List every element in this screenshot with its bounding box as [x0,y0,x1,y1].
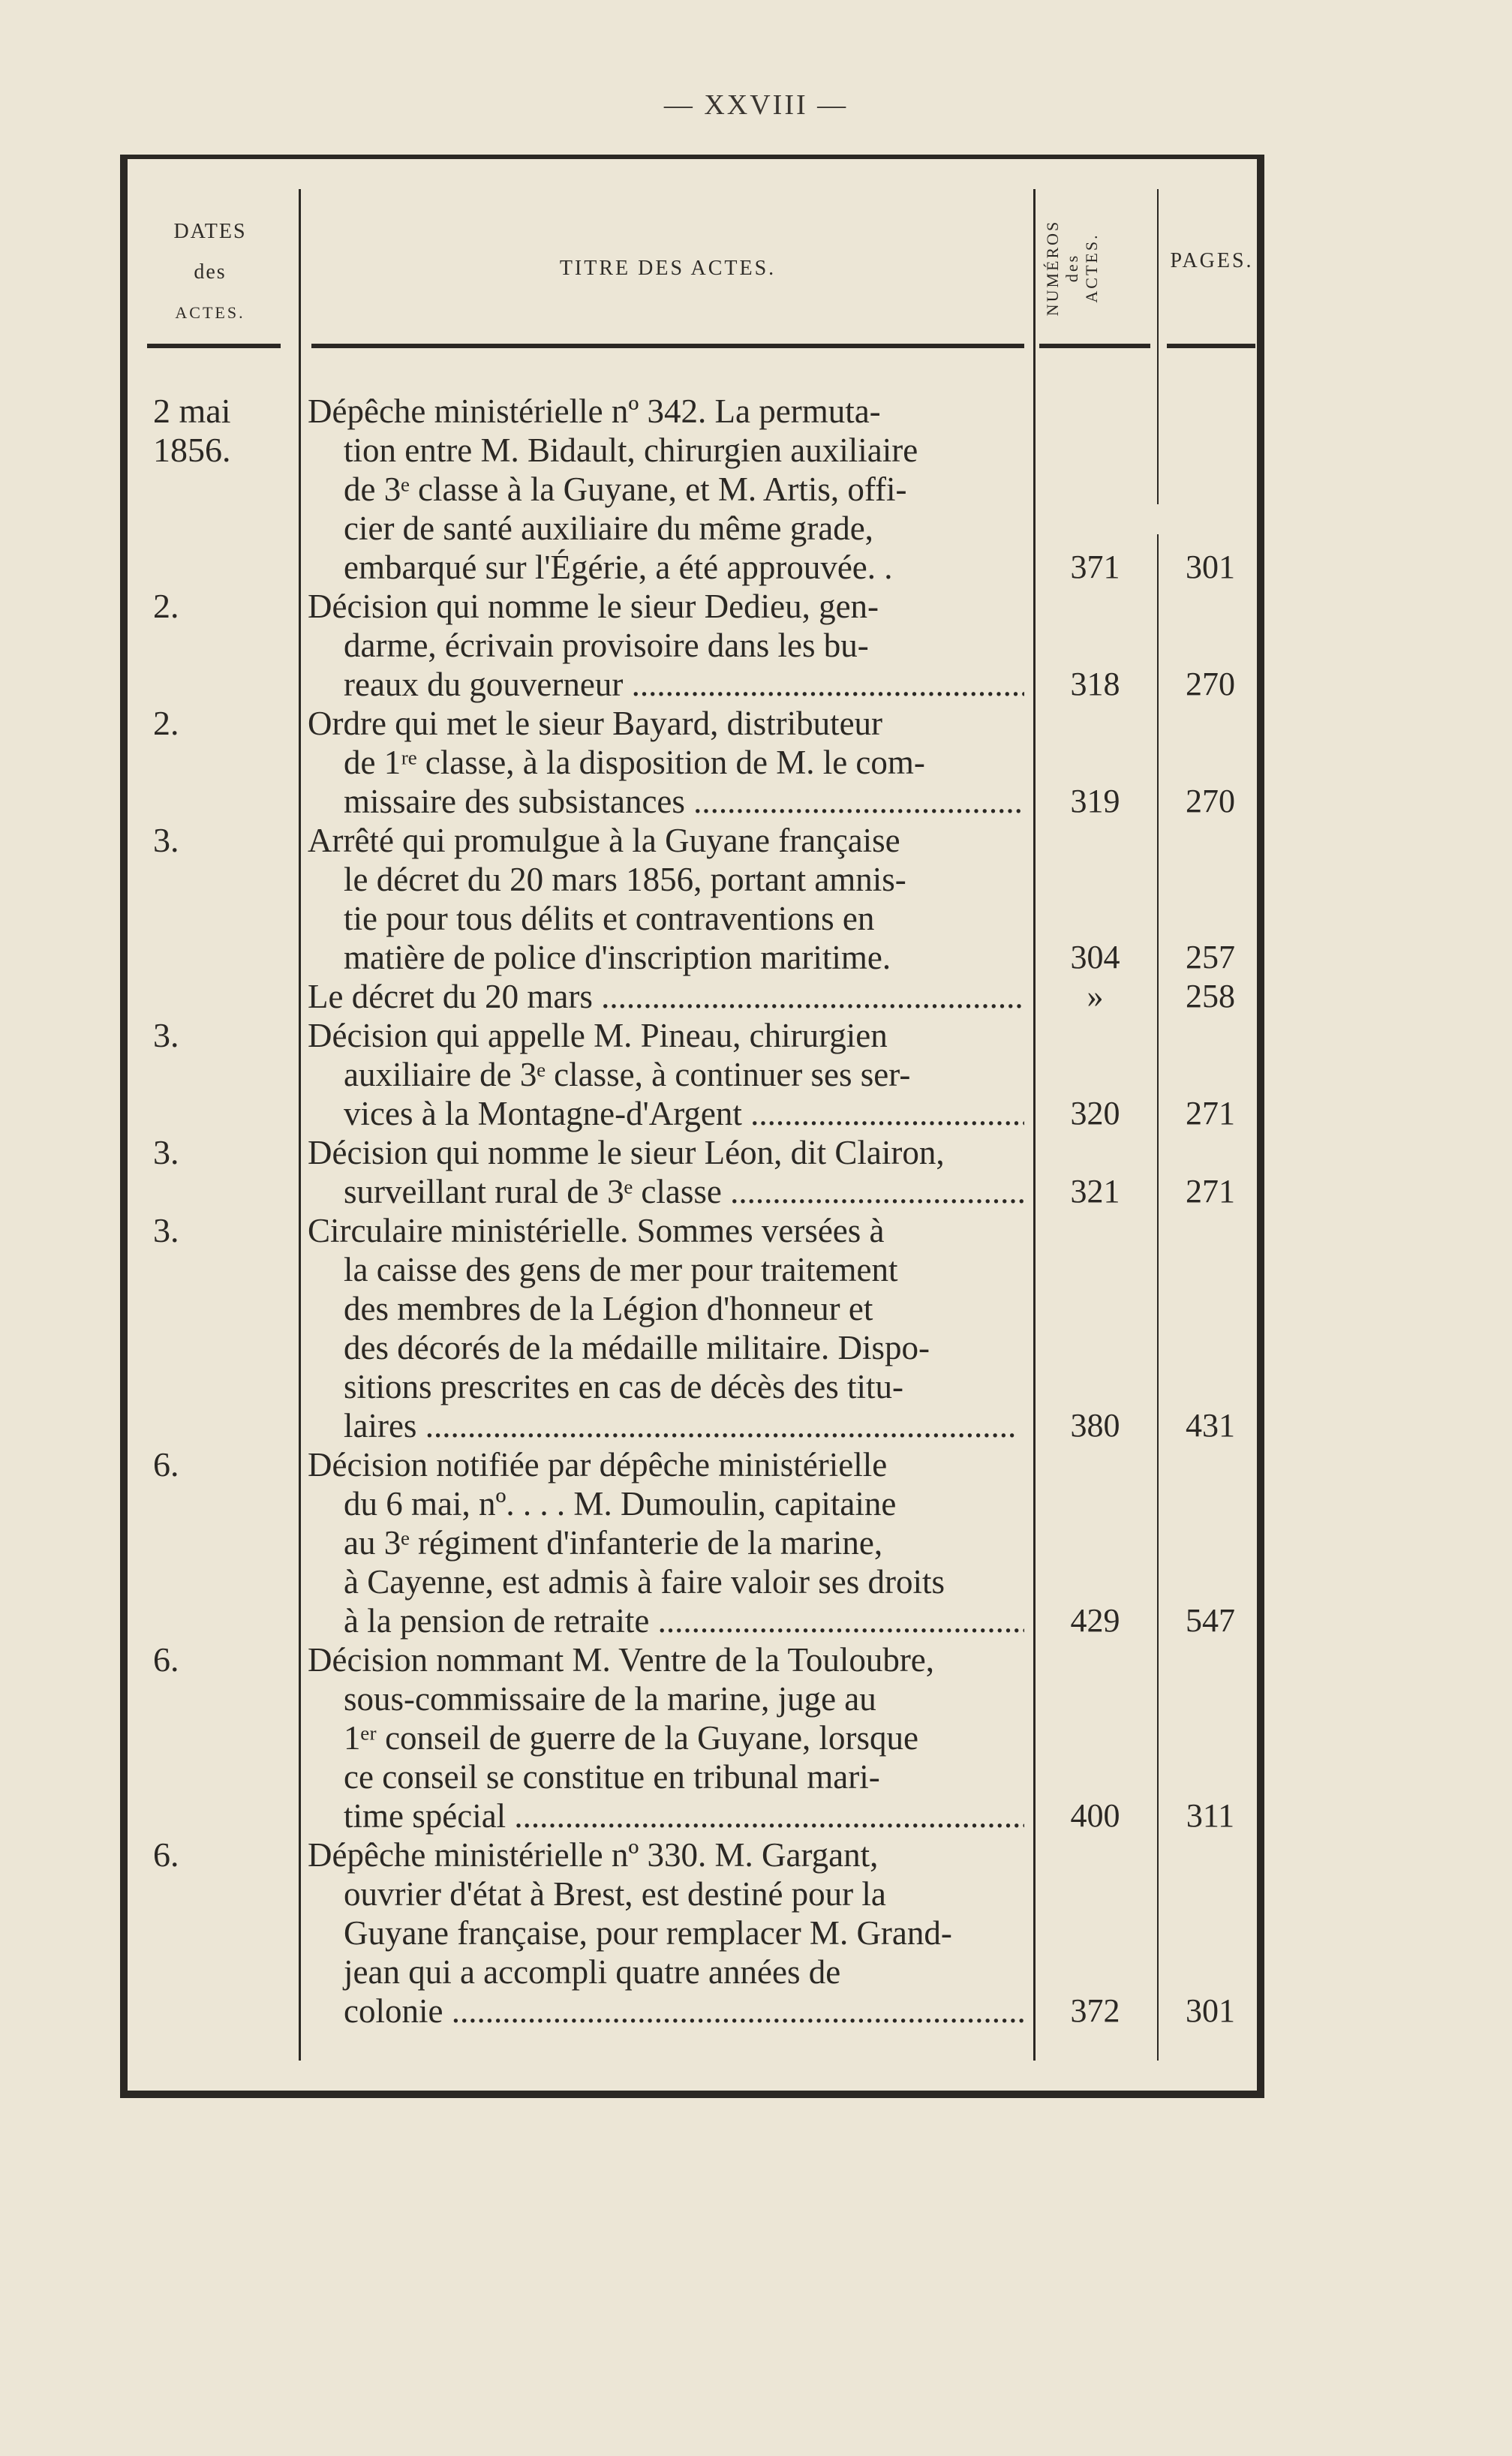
act-title [308,1016,1024,1133]
act-number: 319 [1070,783,1120,819]
act-page: 311 [1186,1797,1235,1834]
act-date-line: 1856. [153,431,231,469]
act-title-line: du 6 mai, nº. . . . M. Dumoulin, capitaine [344,1485,897,1523]
act-date-line: 3. [153,1211,179,1249]
act-title-line: Guyane française, pour remplacer M. Grand- [344,1914,952,1952]
act-number: 320 [1070,1095,1120,1132]
act-date-line: 2 mai [153,392,231,430]
act-title-line: tion entre M. Bidault, chirurgien auxiliaire [344,431,918,469]
act-number: 400 [1070,1797,1120,1834]
table-row [128,1133,1257,1211]
act-date [153,1016,288,1055]
header-dates-line3: ACTES. [175,303,245,322]
table-row [128,1445,1257,1640]
act-title [308,1133,1024,1211]
table-row [128,392,1257,587]
act-page: 257 [1186,939,1235,975]
act-page: 271 [1186,1173,1235,1210]
act-number: 429 [1070,1602,1120,1639]
header-dates [143,212,278,333]
act-title-line: jean qui a accompli quatre années de [344,1953,841,1991]
act-page: 258 [1186,978,1235,1015]
act-title-line: à Cayenne, est admis à faire valoir ses droits [344,1563,945,1601]
header-numeros [1043,212,1101,324]
header-numeros-line1: NUMÉROS [1043,219,1062,317]
act-number: 380 [1070,1407,1120,1444]
act-title-line: de 3ᵉ classe à la Guyane, et M. Artis, offi- [344,470,907,508]
act-title-line: des membres de la Légion d'honneur et [344,1290,873,1327]
header-pages: PAGES. [1170,249,1254,272]
act-title-line: Décision qui nomme le sieur Dedieu, gen- [308,588,879,625]
act-title-line: des décorés de la médaille militaire. Dispo- [344,1329,930,1366]
act-title-line: sitions prescrites en cas de décès des titu- [344,1368,904,1405]
table-row [128,977,1257,1016]
act-title [308,1211,1024,1445]
act-title-line: missaire des subsistances ..... [308,782,1024,821]
act-title-line: Dépêche ministérielle nº 342. La permuta- [308,392,881,430]
act-date-line: 3. [153,1016,179,1054]
act-page: 547 [1186,1602,1235,1639]
act-title-line: darme, écrivain provisoire dans les bu- [344,627,869,664]
act-title-line: Décision qui appelle M. Pineau, chirurgien [308,1017,888,1054]
act-title [308,392,1024,587]
act-date [153,704,288,743]
act-title-line: ouvrier d'état à Brest, est destiné pour la [344,1875,886,1913]
act-number: 371 [1070,549,1120,585]
act-number: 321 [1070,1173,1120,1210]
table-row [128,821,1257,977]
act-title [308,977,1024,1016]
act-number: 372 [1070,1992,1120,2029]
header-dates-line2: des [194,260,227,284]
act-title-line: colonie ..... [308,1992,1024,2031]
act-page: 301 [1186,1992,1235,2029]
header-titre: TITRE DES ACTES. [559,257,777,280]
act-title-line: Dépêche ministérielle nº 330. M. Gargant, [308,1836,879,1874]
act-date-line: 6. [153,1835,179,1874]
act-title-line: à la pension de retraite ..... [308,1601,1024,1640]
header-rule [147,344,281,348]
header-numeros-line3: ACTES. [1082,233,1101,303]
table-row [128,1211,1257,1445]
act-page: 270 [1186,666,1235,702]
act-page: 301 [1186,549,1235,585]
act-title-line: vices à la Montagne-d'Argent ..... [308,1094,1024,1133]
act-date [153,1835,288,1874]
act-title-line: Décision qui nomme le sieur Léon, dit Clairon, [308,1134,945,1171]
act-title-line: Décision nommant M. Ventre de la Touloubre, [308,1641,935,1679]
act-title-line: le décret du 20 mars 1856, portant amnis- [344,861,906,898]
act-title-line: cier de santé auxiliaire du même grade, [344,510,873,547]
act-page: 431 [1186,1407,1235,1444]
act-date [153,1211,288,1250]
act-title-line: Circulaire ministérielle. Sommes versées à [308,1212,885,1249]
act-title-line: Ordre qui met le sieur Bayard, distributeur [308,705,883,742]
act-date-line: 2. [153,704,179,742]
act-title-line: sous-commissaire de la marine, juge au [344,1680,876,1718]
act-title-line: surveillant rural de 3ᵉ classe ..... [308,1172,1024,1211]
act-date [153,392,288,470]
act-title-line: la caisse des gens de mer pour traitement [344,1251,898,1288]
act-title-line: au 3ᵉ régiment d'infanterie de la marine, [344,1524,883,1562]
act-date [153,1445,288,1484]
acts-table [120,155,1264,2098]
page-number: — XXVIII — [663,89,849,121]
act-title-line: laires ..... [308,1406,1024,1445]
header-rule [311,344,1024,348]
act-title-line: de 1ʳᵉ classe, à la disposition de M. le com- [344,744,925,781]
act-title-line: tie pour tous délits et contraventions en [344,900,875,937]
act-date [153,821,288,860]
header-dates-line1: DATES [173,220,247,243]
act-date-line: 3. [153,821,179,859]
table-row [128,1016,1257,1133]
act-title-line: embarqué sur l'Égérie, a été approuvée. . [344,549,893,586]
act-title-line: Le décret du 20 mars ..... [308,977,1024,1016]
act-title-line: matière de police d'inscription maritime. [344,939,891,976]
act-date [153,1133,288,1172]
act-title [308,704,1024,821]
act-title-line: time spécial ..... [308,1796,1024,1835]
act-title [308,821,1024,977]
table-row [128,587,1257,704]
act-number: » [1087,978,1104,1015]
act-date-line: 6. [153,1445,179,1484]
table-row [128,704,1257,821]
act-page: 271 [1186,1095,1235,1132]
act-date-line: 3. [153,1133,179,1171]
act-title-line: Décision notifiée par dépêche ministérielle [308,1446,888,1484]
header-rule [1167,344,1255,348]
act-date [153,1640,288,1679]
table-row [128,1640,1257,1835]
act-title-line: Arrêté qui promulgue à la Guyane française [308,822,900,859]
act-date-line: 6. [153,1640,179,1679]
act-title [308,587,1024,704]
act-title-line: ce conseil se constitue en tribunal mari- [344,1758,880,1796]
act-date-line: 2. [153,587,179,625]
table-row [128,1835,1257,2031]
act-number: 304 [1070,939,1120,975]
act-title [308,1835,1024,2031]
act-title-line: 1ᵉʳ conseil de guerre de la Guyane, lorsque [344,1719,919,1757]
act-title-line: reaux du gouverneur ..... [308,665,1024,704]
act-title-line: auxiliaire de 3ᵉ classe, à continuer ses ser- [344,1056,911,1093]
header-rule [1039,344,1150,348]
act-title [308,1445,1024,1640]
act-date [153,587,288,626]
act-title [308,1640,1024,1835]
act-number: 318 [1070,666,1120,702]
header-numeros-line2: des [1063,253,1081,283]
act-page: 270 [1186,783,1235,819]
